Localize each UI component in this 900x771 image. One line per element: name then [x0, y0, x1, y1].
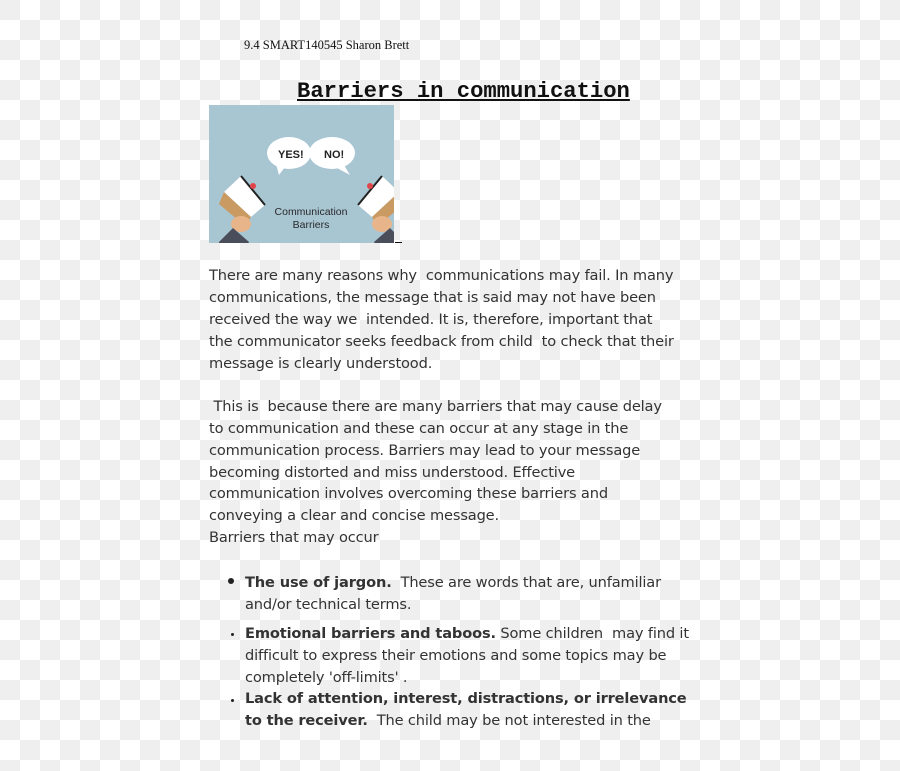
- list-item-line: and/or technical terms.: [245, 596, 412, 613]
- paragraph-line: the communicator seeks feedback from child to check that their: [209, 333, 674, 350]
- svg-text:Barriers: Barriers: [292, 219, 330, 231]
- page-title: Barriers in communication: [297, 79, 630, 104]
- paragraph-line: to communication and these can occur at any stage in the: [209, 420, 629, 437]
- image-anchor-underscore: [395, 242, 402, 243]
- paragraph-line: There are many reasons why communications may fail. In many: [209, 267, 674, 284]
- paragraph-line: communications, the message that is said may not have been: [209, 289, 656, 306]
- paragraph-line: conveying a clear and concise message.: [209, 507, 500, 524]
- paragraph-line: communication involves overcoming these barriers and: [209, 485, 608, 502]
- list-item-heading: The use of jargon.: [245, 574, 392, 591]
- paragraph-line: This is because there are many barriers that may cause delay: [209, 398, 662, 415]
- list-item-line: [245, 688, 687, 710]
- communication-barriers-image: [209, 105, 394, 243]
- list-item-line: completely 'off-limits' .: [245, 669, 408, 686]
- bullet-icon: [228, 578, 234, 584]
- document-header: 9.4 SMART140545 Sharon Brett: [244, 38, 410, 52]
- list-item-heading: Emotional barriers and taboos.: [245, 625, 496, 642]
- paragraph-line: becoming distorted and miss understood. Effective: [209, 464, 576, 481]
- svg-text:Communication: Communication: [274, 206, 348, 218]
- list-item-line: to the receiver. The child may be not interested in the: [245, 712, 651, 729]
- svg-text:NO!: NO!: [324, 149, 345, 161]
- paragraph-line: received the way we intended. It is, therefore, important that: [209, 311, 653, 328]
- bullet-icon: [231, 633, 234, 636]
- bullet-icon: [231, 699, 234, 702]
- list-item-line: difficult to express their emotions and some topics may be: [245, 647, 667, 664]
- list-item-line: Emotional barriers and taboos. Some children may find it: [245, 625, 689, 642]
- illustration-graphic: [219, 124, 394, 243]
- paragraph-line: message is clearly understood.: [209, 355, 433, 372]
- paragraph-line: communication process. Barriers may lead to your message: [209, 442, 641, 459]
- list-item-heading: Lack of attention, interest, distractions, or irrelevance: [245, 690, 687, 707]
- paragraph-line: Barriers that may occur: [209, 529, 379, 546]
- svg-text:YES!: YES!: [278, 149, 304, 161]
- list-item-line: The use of jargon. These are words that are, unfamiliar: [245, 574, 661, 591]
